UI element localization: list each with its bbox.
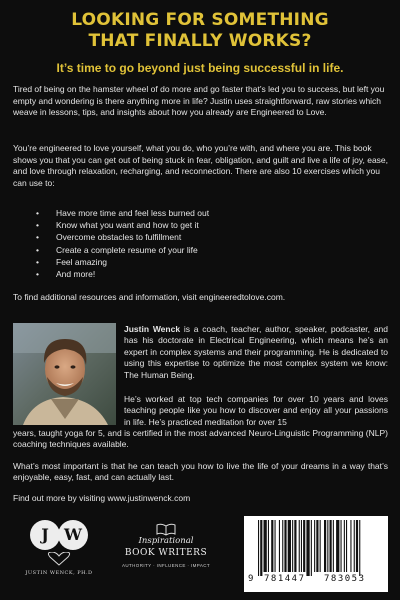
- barcode-bar: [350, 520, 351, 572]
- barcode-right-digits: 783053: [324, 574, 366, 584]
- list-item: • Know what you want and how to get it: [36, 219, 356, 231]
- barcode-bar: [303, 520, 305, 572]
- engineered-paragraph: You’re engineered to love yourself, what you do, who you’re with, and where you are. This book shows you that you can get out of being stuck in fear, obligation, and guilt and live a life of joy, ease, and love through relaxation, recharging, and reconnection. There are also 10 exercises which you can use to:: [13, 143, 389, 188]
- barcode-bar: [333, 520, 334, 572]
- bio-paragraph-1-text: is a coach, teacher, author, speaker, podcaster, and has his doctorate in Electrical Engineering, which means he’s an expert in complex systems and their programming. He is dedicated to using this expertise to optimize the most complex system we know: The Human Being.: [124, 324, 388, 380]
- barcode-bar: [327, 520, 328, 572]
- list-item: • Overcome obstacles to fulfillment: [36, 231, 356, 243]
- barcode-bar: [341, 520, 342, 572]
- barcode-bar: [359, 520, 360, 576]
- author-name: Justin Wenck: [124, 324, 181, 334]
- author-photo: [13, 323, 116, 425]
- barcode-bar: [264, 520, 267, 572]
- resources-line: To find additional resources and information, visit engineeredtolove.com.: [13, 292, 286, 302]
- headline: [0, 10, 400, 52]
- benefits-list: [36, 207, 356, 280]
- website-line: Find out more by visiting www.justinwenck.com: [13, 493, 191, 503]
- barcode-first-digit: 9: [248, 574, 255, 584]
- barcode-bar: [282, 520, 283, 572]
- barcode-bar: [260, 520, 262, 576]
- barcode-bars: [244, 516, 388, 576]
- barcode-bar: [306, 520, 309, 576]
- bio-paragraph-2: He’s worked at top tech companies for over 10 years and loves teaching people like you how to discover and enjoy all your passions in life. He’s practiced meditation for over 15: [124, 394, 388, 427]
- subheadline: It’s time to go beyond just being successful in life.: [56, 61, 344, 75]
- logo-letter-j: J: [30, 520, 60, 550]
- barcode-bar: [299, 520, 300, 572]
- justin-wenck-logo: [22, 520, 96, 594]
- barcode-bar: [288, 520, 291, 572]
- headline-line-2: THAT FINALLY WORKS?: [88, 31, 312, 51]
- logo-caption: JUSTIN WENCK, PH.D: [25, 570, 93, 576]
- barcode-bar: [292, 520, 293, 572]
- barcode-bar: [275, 520, 276, 572]
- barcode-bar: [316, 520, 318, 572]
- logo-letter-w: W: [58, 520, 88, 550]
- barcode-bar: [314, 520, 315, 572]
- publisher-tagline: AUTHORITY · INFLUENCE · IMPACT: [121, 563, 211, 568]
- barcode-bar: [344, 520, 345, 572]
- publisher-logo: [118, 522, 214, 582]
- barcode-bar: [279, 520, 280, 572]
- barcode-bar: [311, 520, 312, 576]
- barcode-bar: [268, 520, 269, 572]
- barcode-bar: [356, 520, 358, 572]
- barcode-bar: [324, 520, 326, 572]
- barcode-left-digits: 781447: [264, 574, 306, 584]
- bio-paragraph-3: What’s most important is that he can teach you how to live the life of your dreams in a way that’s enjoyable, easy, fast, and can actually last.: [13, 461, 388, 483]
- barcode-bar: [284, 520, 286, 572]
- publisher-script: Inspirational: [138, 536, 194, 546]
- barcode-bar: [346, 520, 347, 572]
- logo-heart-icon: [26, 552, 92, 566]
- intro-paragraph: Tired of being on the hamster wheel of do more and go faster that’s led you to success, but left you empty and wondering is there anything more in life? Justin uses straightforward, raw stories which weave in lessons, tips, and insights about how you already are Engineered to Love.: [13, 84, 385, 117]
- headline-line-1: LOOKING FOR SOMETHING: [71, 10, 329, 30]
- open-book-icon: [156, 522, 176, 536]
- list-item: • Have more time and feel less burned out: [36, 207, 356, 219]
- list-item: • And more!: [36, 268, 356, 280]
- list-item: • Feel amazing: [36, 256, 356, 268]
- bio-paragraph-1: [124, 324, 388, 381]
- barcode-bar: [294, 520, 296, 572]
- barcode-bar: [336, 520, 339, 572]
- barcode-bar: [330, 520, 332, 572]
- barcode-bar: [258, 520, 259, 576]
- barcode-bar: [271, 520, 273, 572]
- barcode-bar: [320, 520, 321, 572]
- isbn-barcode: [244, 516, 388, 592]
- bio-paragraph-2-continued: years, taught yoga for 5, and is certified in the most advanced Neuro-Linguistic Programming (NLP) coaching techniques available.: [13, 428, 388, 450]
- list-item: • Create a complete resume of your life: [36, 244, 356, 256]
- publisher-name: BOOK WRITERS: [124, 548, 208, 558]
- barcode-bar: [301, 520, 302, 572]
- barcode-bar: [354, 520, 355, 572]
